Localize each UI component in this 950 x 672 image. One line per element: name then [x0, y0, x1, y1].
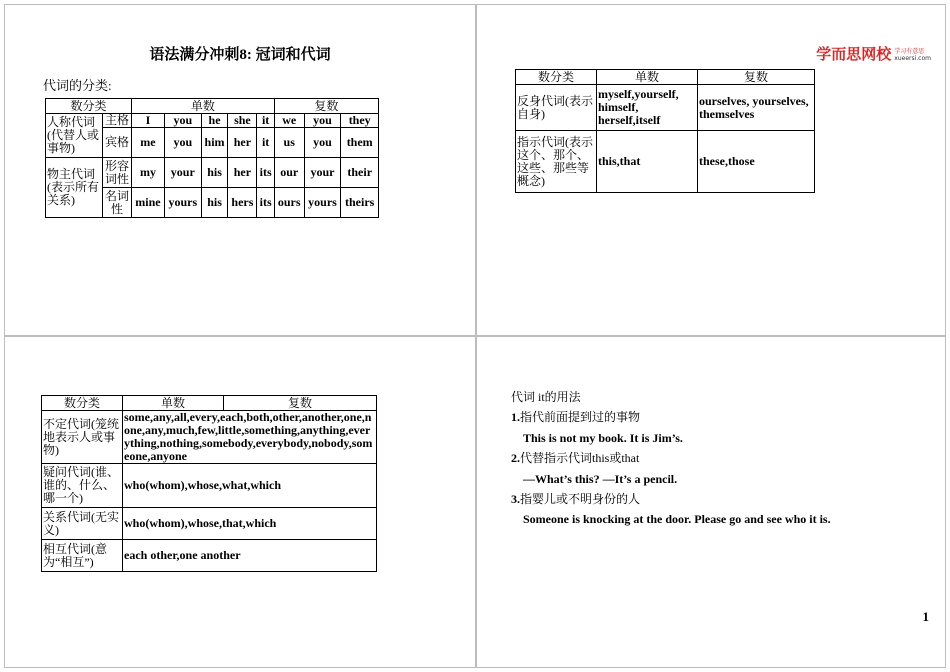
header-plural: 复数 [274, 99, 378, 114]
logo-domain: xueersi.com [894, 54, 931, 62]
slide-it-usage [476, 336, 946, 668]
pronoun-cell: me [132, 128, 165, 158]
case-label: 形容词性 [103, 158, 132, 188]
pronoun-cell: we [274, 114, 304, 128]
slide-title: 语法满分冲刺8: 冠词和代词 [149, 47, 331, 63]
logo-text: 学而思网校 [816, 45, 892, 63]
pronoun-cell: his [201, 188, 228, 218]
usage-heading: 代词 it的用法 [511, 390, 581, 404]
category-personal: 人称代词(代替人或事物) [46, 114, 103, 158]
pronoun-cell: you [164, 114, 201, 128]
pronoun-cell: you [304, 114, 341, 128]
pronoun-cell: they [341, 114, 379, 128]
content-cell: each other,one another [123, 540, 377, 572]
other-pronouns-table [41, 395, 377, 572]
header-plural: 复数 [224, 396, 377, 411]
usage-example-3: Someone is knocking at the door. Please go and see who it is. [523, 512, 831, 527]
slide-reflexive-demonstrative [476, 4, 946, 336]
pronoun-cell: my [132, 158, 165, 188]
logo-slogan: 学习有意思 [894, 47, 925, 55]
pronoun-cell: hers [228, 188, 257, 218]
usage-item-2: 2.代替指示代词this或that [511, 451, 640, 466]
plural-cell: ourselves, yourselves, themselves [698, 85, 815, 131]
reflexive-demonstrative-table [515, 69, 815, 193]
usage-item-3: 3.指婴儿或不明身份的人 [511, 492, 641, 507]
page-number: 1 [922, 609, 929, 624]
content-cell: who(whom),whose,what,which [123, 464, 377, 508]
case-label: 宾格 [103, 128, 132, 158]
header-category: 数分类 [46, 99, 132, 114]
pronoun-cell: their [341, 158, 379, 188]
header-category: 数分类 [516, 70, 597, 85]
category-interrogative: 疑问代词(谁、谁的、什么、哪一个) [42, 464, 123, 508]
singular-cell: this,that [597, 131, 698, 193]
category-possessive: 物主代词(表示所有关系) [46, 158, 103, 218]
pronoun-cell: her [228, 128, 257, 158]
content-cell: who(whom),whose,that,which [123, 508, 377, 540]
pronoun-cell: your [304, 158, 341, 188]
case-label: 主格 [103, 114, 132, 128]
pronoun-cell: it [257, 128, 274, 158]
header-category: 数分类 [42, 396, 123, 411]
pronoun-cell: her [228, 158, 257, 188]
pronoun-cell: its [257, 188, 274, 218]
pronoun-cell: him [201, 128, 228, 158]
slide-pronoun-classification [4, 4, 476, 336]
section-subtitle: 代词的分类: [43, 78, 112, 93]
pronoun-table [45, 98, 379, 218]
pronoun-cell: ours [274, 188, 304, 218]
pronoun-cell: yours [304, 188, 341, 218]
usage-item-1: 1.指代前面提到过的事物 [511, 410, 641, 425]
pronoun-cell: I [132, 114, 165, 128]
singular-cell: myself,yourself, himself, herself,itself [597, 85, 698, 131]
category-demonstrative: 指示代词(表示这个、那个、这些、那些等概念) [516, 131, 597, 193]
category-reciprocal: 相互代词(意为“相互”) [42, 540, 123, 572]
pronoun-cell: mine [132, 188, 165, 218]
pronoun-cell: theirs [341, 188, 379, 218]
pronoun-cell: your [164, 158, 201, 188]
slide-other-pronouns [4, 336, 476, 668]
pronoun-cell: his [201, 158, 228, 188]
content-cell: some,any,all,every,each,both,other,another,one,none,any,much,few,little,something,anything,everything,nothing,somebody,everybody,nobody,someone,anyone [123, 411, 377, 464]
case-label: 名词性 [103, 188, 132, 218]
pronoun-cell: you [304, 128, 341, 158]
plural-cell: these,those [698, 131, 815, 193]
pronoun-cell: us [274, 128, 304, 158]
it-usage-list [511, 387, 831, 530]
pronoun-cell: you [164, 128, 201, 158]
category-reflexive: 反身代词(表示自身) [516, 85, 597, 131]
category-relative: 关系代词(无实义) [42, 508, 123, 540]
header-plural: 复数 [698, 70, 815, 85]
header-singular: 单数 [597, 70, 698, 85]
pronoun-cell: it [257, 114, 274, 128]
brand-logo [816, 43, 931, 64]
pronoun-cell: them [341, 128, 379, 158]
category-indefinite: 不定代词(笼统地表示人或事物) [42, 411, 123, 464]
pronoun-cell: she [228, 114, 257, 128]
usage-example-2: —What’s this? —It’s a pencil. [523, 471, 678, 486]
header-singular: 单数 [132, 99, 275, 114]
pronoun-cell: he [201, 114, 228, 128]
logo-side [894, 46, 931, 62]
pronoun-cell: its [257, 158, 274, 188]
pronoun-cell: yours [164, 188, 201, 218]
usage-example-1: This is not my book. It is Jim’s. [523, 430, 683, 445]
pronoun-cell: our [274, 158, 304, 188]
header-singular: 单数 [123, 396, 224, 411]
